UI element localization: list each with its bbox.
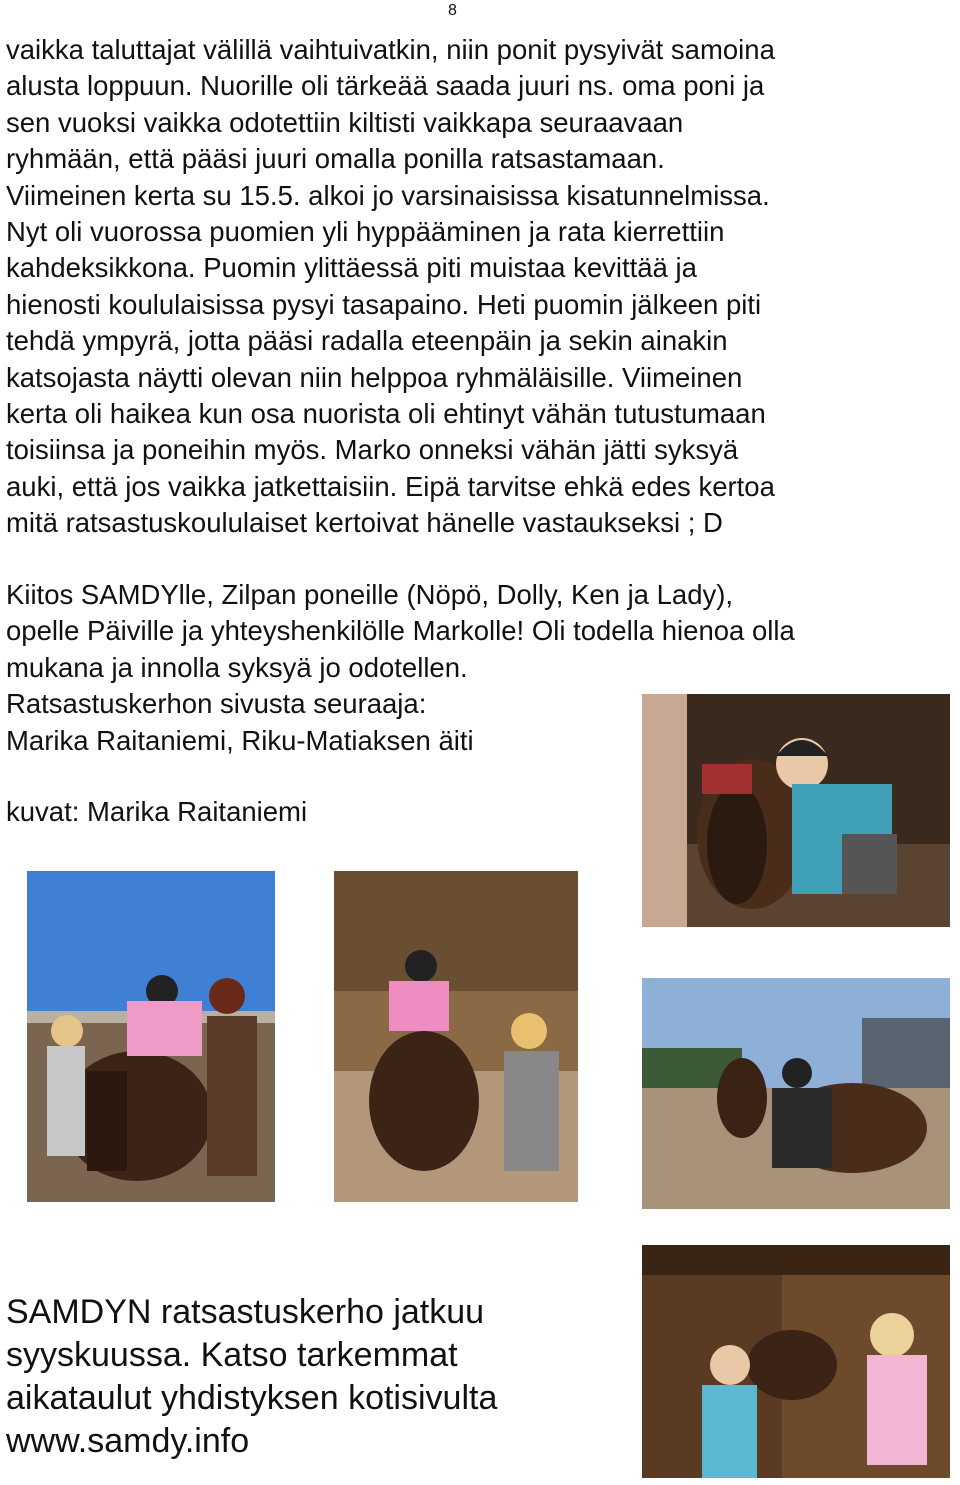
page-number: 8 (448, 2, 457, 19)
thanks-paragraph: Kiitos SAMDYlle, Zilpan poneille (Nöpö, Dolly, Ken ja Lady), opelle Päiville ja yhteyshenkilölle Markolle! Oli todella hienoa olla mukana ja innolla syksyä jo odotellen. Ratsastuskerhon sivusta seuraaja: Marika Raitaniemi, Riku-Matiaksen äiti (6, 579, 795, 756)
photo-credits: kuvat: Marika Raitaniemi (6, 796, 308, 827)
photo-pony-stall (642, 1245, 950, 1478)
photo-child-leading-pony (642, 978, 950, 1209)
article-body: vaikka taluttajat välillä vaihtuivatkin, niin ponit pysyivät samoina alusta loppuun. Nuorille oli tärkeää saada juuri ns. oma poni ja sen vuoksi vaikka odotettiin kiltisti vaikkapa seuraavaan ryhmään, että pääsi juuri omalla ponilla ratsastamaan. Viimeinen kerta su 15.5. alkoi jo varsinaisissa kisatunnelmissa. Nyt oli vuorossa puomien yli hyppääminen ja rata kierrettiin kahdeksikkona. Puomin ylittäessä piti muistaa kevittää ja hienosti koululaisissa pysyi tasapaino. Heti puomin jälkeen piti tehdä ympyrä, jotta pääsi radalla eteenpäin ja sekin ainakin katsojasta näytti olevan niin helppoa ryhmäläisille. Viimeinen kerta oli haikea kun osa nuorista oli ehtinyt vähän tutustumaan toisiinsa ja poneihin myös. Marko onneksi vähän jätti syksyä auki, että jos vaikka jatkettaisiin. Eipä tarvitse ehkä edes kertoa mitä ratsastuskoululaiset kertoivat hänelle vastaukseksi ; D (6, 34, 775, 539)
photo-outdoor-ride (27, 871, 275, 1202)
photo-child-hugging-pony (642, 694, 950, 927)
photo-indoor-arena-ride (334, 871, 578, 1202)
club-announcement: SAMDYN ratsastuskerho jatkuu syyskuussa. Katso tarkemmat aikataulut yhdistyksen kotisivulta www.samdy.info (6, 1293, 498, 1460)
